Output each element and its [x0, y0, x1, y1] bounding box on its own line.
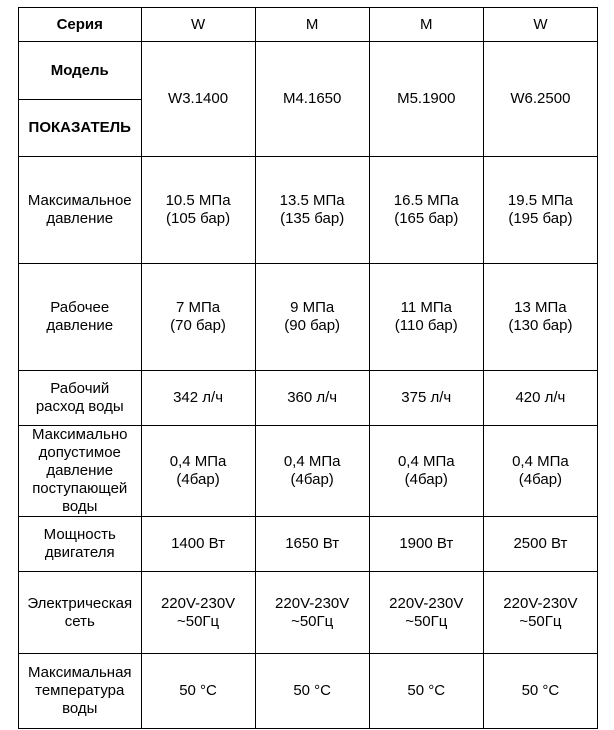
- model-label: Модель: [19, 42, 142, 100]
- row-label: Мощность двигателя: [19, 517, 142, 572]
- row-label: Максимальное давление: [19, 157, 142, 264]
- value-cell: 16.5 МПа (165 бар): [369, 157, 483, 264]
- model-row: [19, 42, 598, 100]
- value-cell: 1900 Вт: [369, 517, 483, 572]
- series-cell: W: [483, 8, 597, 42]
- series-label: Серия: [19, 8, 142, 42]
- value-cell: 50 °C: [141, 654, 255, 729]
- series-cell: W: [141, 8, 255, 42]
- indicator-label: ПОКАЗАТЕЛЬ: [19, 100, 142, 157]
- row-label: Максимальная температура воды: [19, 654, 142, 729]
- model-cell: M4.1650: [255, 42, 369, 157]
- row-label: Рабочий расход воды: [19, 371, 142, 426]
- value-cell: 50 °C: [255, 654, 369, 729]
- table-row: [19, 264, 598, 371]
- value-cell: 50 °C: [369, 654, 483, 729]
- table-row: [19, 572, 598, 654]
- model-cell: W6.2500: [483, 42, 597, 157]
- table-row: [19, 157, 598, 264]
- value-cell: 420 л/ч: [483, 371, 597, 426]
- value-cell: 50 °C: [483, 654, 597, 729]
- value-cell: 2500 Вт: [483, 517, 597, 572]
- series-cell: M: [369, 8, 483, 42]
- value-cell: 220V-230V ~50Гц: [483, 572, 597, 654]
- value-cell: 0,4 МПа (4бар): [483, 426, 597, 517]
- table-row: [19, 654, 598, 729]
- value-cell: 375 л/ч: [369, 371, 483, 426]
- model-cell: W3.1400: [141, 42, 255, 157]
- value-cell: 10.5 МПа (105 бар): [141, 157, 255, 264]
- value-cell: 220V-230V ~50Гц: [141, 572, 255, 654]
- row-label: Электрическая сеть: [19, 572, 142, 654]
- value-cell: 0,4 МПа (4бар): [255, 426, 369, 517]
- model-cell: M5.1900: [369, 42, 483, 157]
- table-row: [19, 517, 598, 572]
- value-cell: 220V-230V ~50Гц: [255, 572, 369, 654]
- value-cell: 360 л/ч: [255, 371, 369, 426]
- value-cell: 7 МПа (70 бар): [141, 264, 255, 371]
- row-label: Максимально допустимое давление поступающей воды: [19, 426, 142, 517]
- table-row: [19, 426, 598, 517]
- table-row: [19, 371, 598, 426]
- value-cell: 9 МПа (90 бар): [255, 264, 369, 371]
- value-cell: 220V-230V ~50Гц: [369, 572, 483, 654]
- value-cell: 19.5 МПа (195 бар): [483, 157, 597, 264]
- value-cell: 13.5 МПа (135 бар): [255, 157, 369, 264]
- value-cell: 11 МПа (110 бар): [369, 264, 483, 371]
- series-row: [19, 8, 598, 42]
- value-cell: 342 л/ч: [141, 371, 255, 426]
- value-cell: 1400 Вт: [141, 517, 255, 572]
- series-cell: M: [255, 8, 369, 42]
- value-cell: 0,4 МПа (4бар): [141, 426, 255, 517]
- row-label: Рабочее давление: [19, 264, 142, 371]
- value-cell: 13 МПа (130 бар): [483, 264, 597, 371]
- value-cell: 1650 Вт: [255, 517, 369, 572]
- spec-table: [18, 7, 598, 729]
- value-cell: 0,4 МПа (4бар): [369, 426, 483, 517]
